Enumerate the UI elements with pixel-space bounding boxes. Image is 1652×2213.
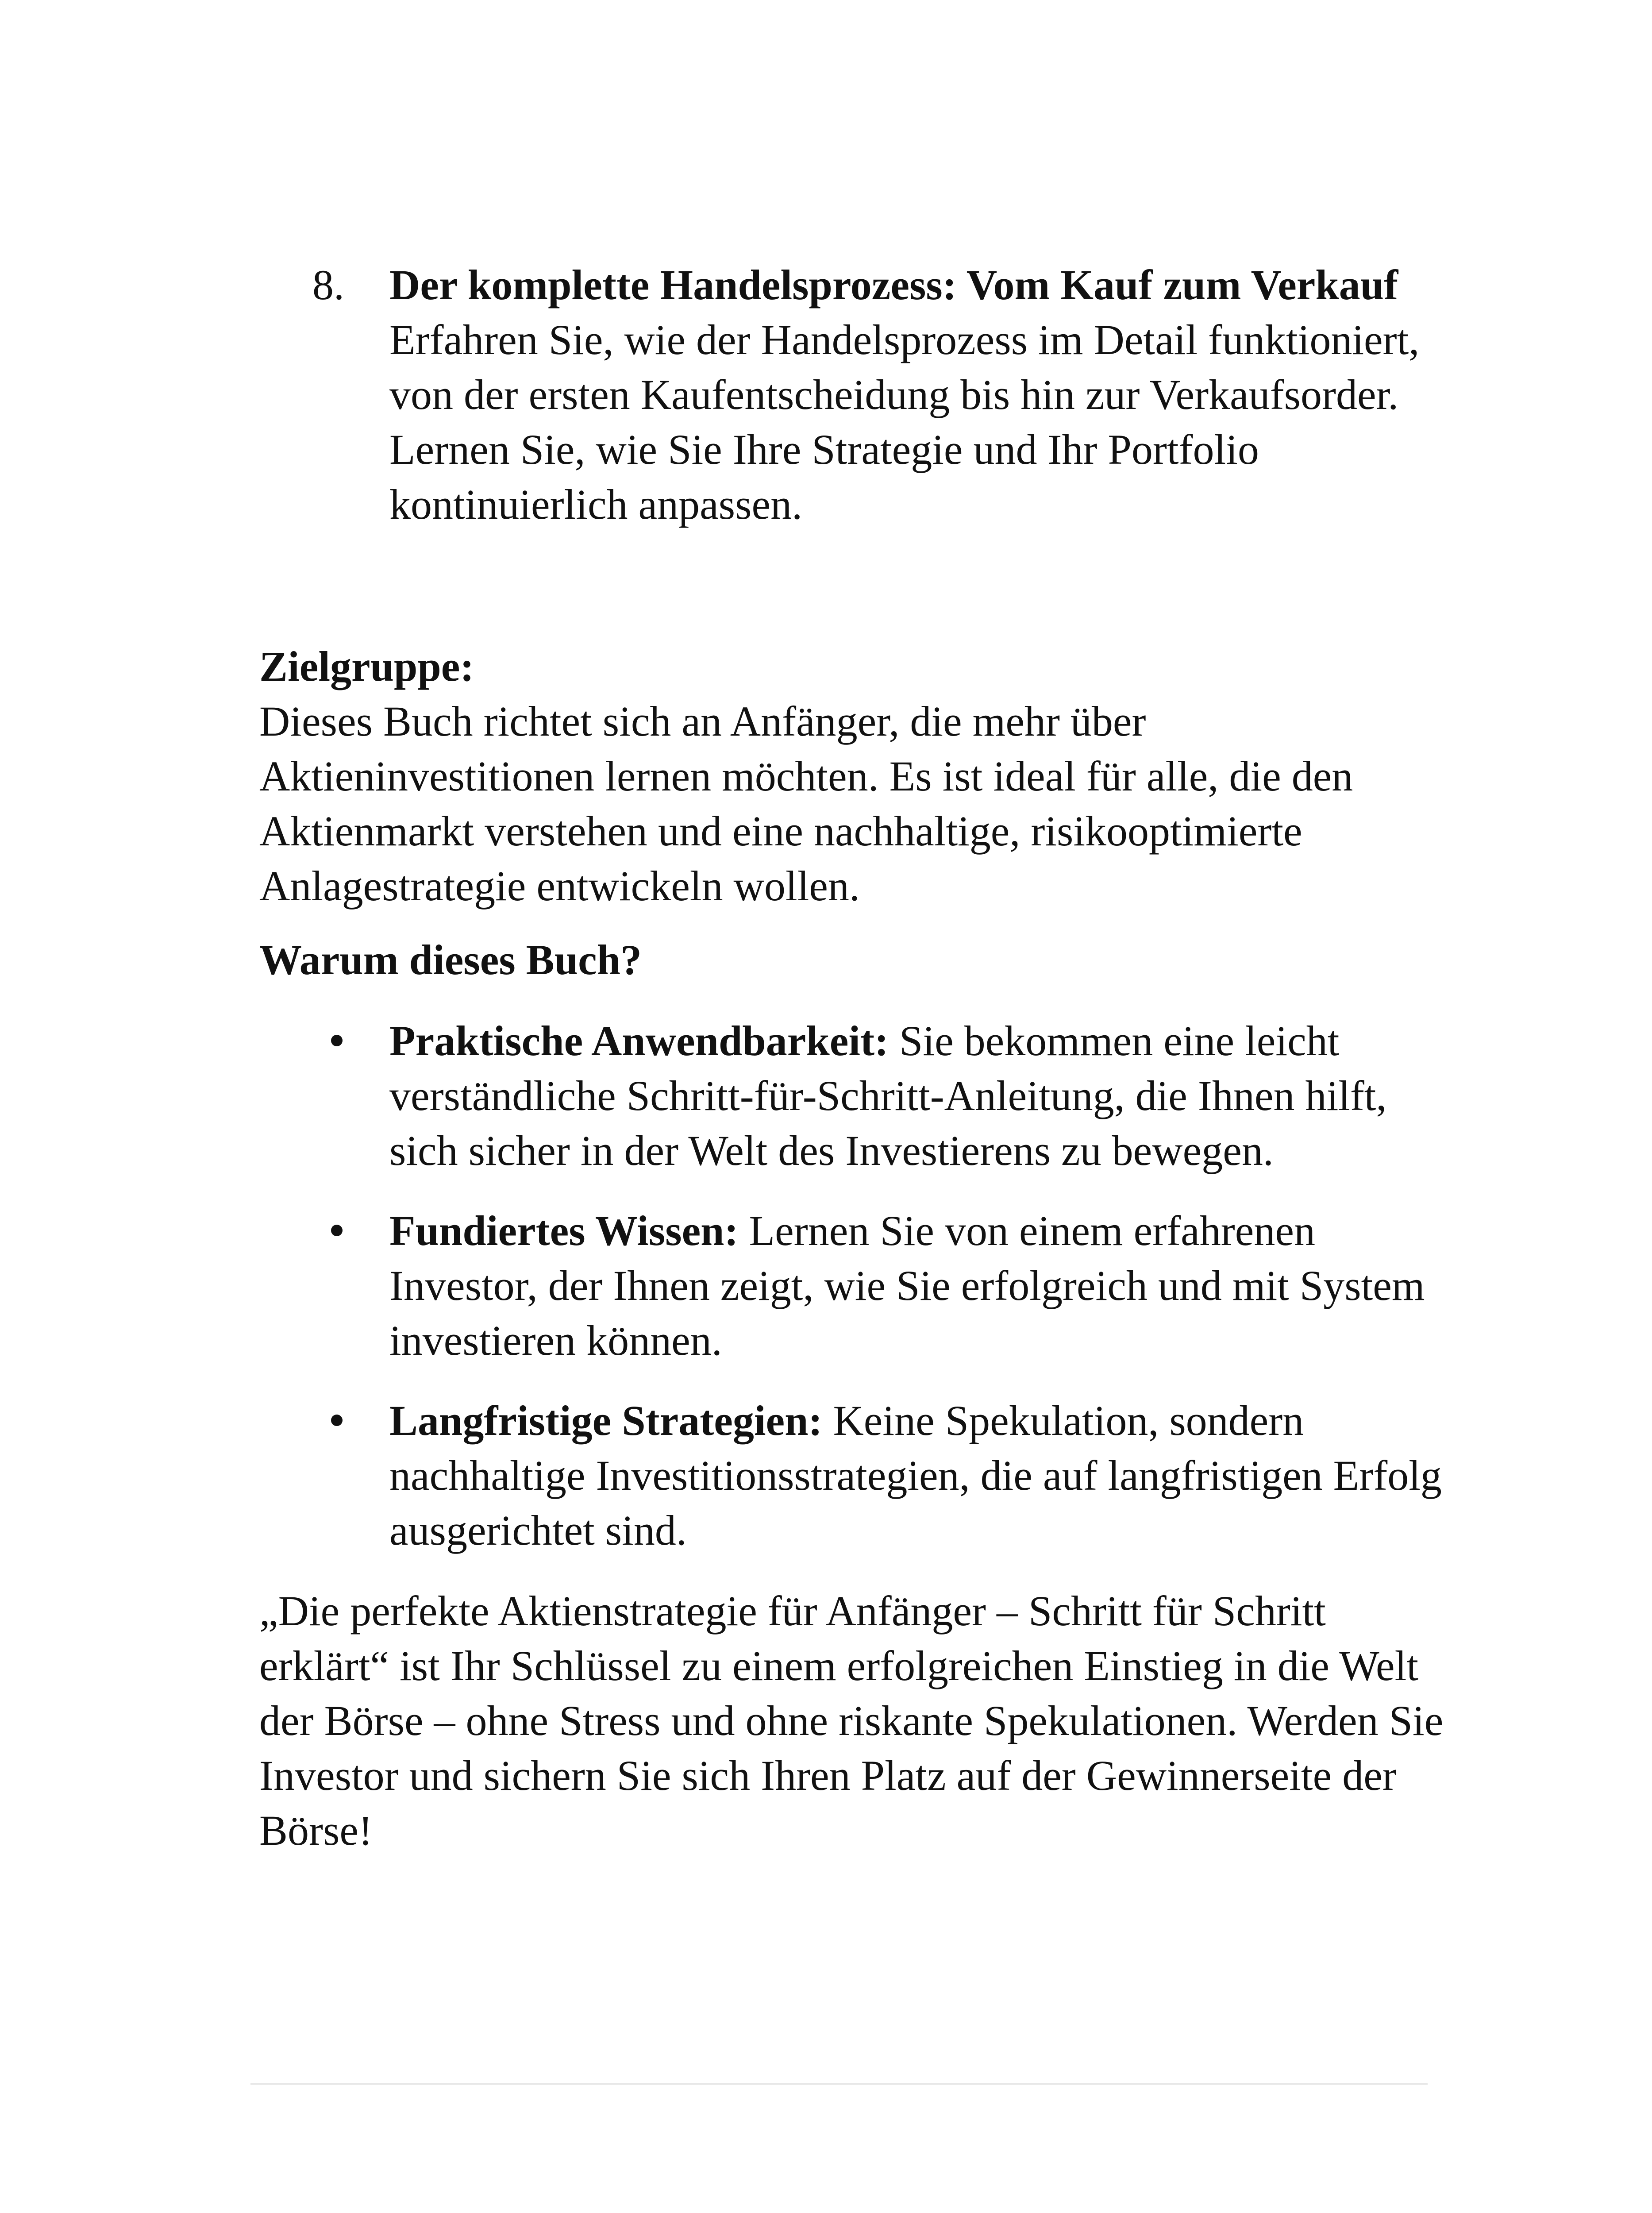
item-content xyxy=(389,258,1454,532)
list-item xyxy=(259,1393,1454,1558)
item-number: 8. xyxy=(312,261,344,308)
list-item-text: Lernen Sie von einem erfahrenen Investor, der Ihnen zeigt, wie Sie erfolgreich und mit System investieren können. xyxy=(389,1207,1425,1364)
target-audience-heading: Zielgruppe: xyxy=(259,643,474,690)
item-description: Erfahren Sie, wie der Handelsprozess im Detail funktioniert, von der ersten Kaufentscheidung bis hin zur Verkaufsorder. Lernen Sie, wie Sie Ihre Strategie und Ihr Portfolio kontinuierlich anpassen. xyxy=(389,316,1420,528)
why-this-book-heading: Warum dieses Buch? xyxy=(259,936,642,983)
footer-divider xyxy=(250,2083,1428,2085)
list-item xyxy=(259,1203,1454,1368)
target-audience-text: Dieses Buch richtet sich an Anfänger, die mehr über Aktieninvestitionen lernen möchten. Es ist ideal für alle, die den Aktienmarkt verstehen und eine nachhaltige, risikooptimierte Anlagestrategie entwickeln wollen. xyxy=(259,698,1353,910)
bullet-icon xyxy=(331,1415,343,1426)
bullet-icon xyxy=(331,1035,343,1046)
item-title: Der komplette Handelsprozess: Vom Kauf zum Verkauf xyxy=(389,261,1398,308)
target-audience-section xyxy=(259,639,1454,914)
list-item xyxy=(259,1014,1454,1178)
bullet-icon xyxy=(331,1225,343,1236)
why-this-book-section xyxy=(259,933,1454,987)
list-item-lead: Fundiertes Wissen: xyxy=(389,1207,739,1254)
numbered-item-8 xyxy=(259,258,1454,532)
list-item-text: Keine Spekulation, sondern nachhaltige Investitionsstrategien, die auf langfristigen Erfolg ausgerichtet sind. xyxy=(389,1397,1442,1554)
list-item-text: Sie bekommen eine leicht verständliche Schritt-für-Schritt-Anleitung, die Ihnen hilft, sich sicher in der Welt des Investierens zu bewegen. xyxy=(389,1017,1387,1174)
closing-paragraph: „Die perfekte Aktienstrategie für Anfänger – Schritt für Schritt erklärt“ ist Ihr Schlüssel zu einem erfolgreichen Einstieg in die Welt der Börse – ohne Stress und ohne riskante Spekulationen. Werden Sie Investor und sichern Sie sich Ihren Platz auf der Gewinnerseite der Börse! xyxy=(259,1587,1444,1854)
list-item-lead: Praktische Anwendbarkeit: xyxy=(389,1017,889,1064)
list-item-lead: Langfristige Strategien: xyxy=(389,1397,823,1444)
